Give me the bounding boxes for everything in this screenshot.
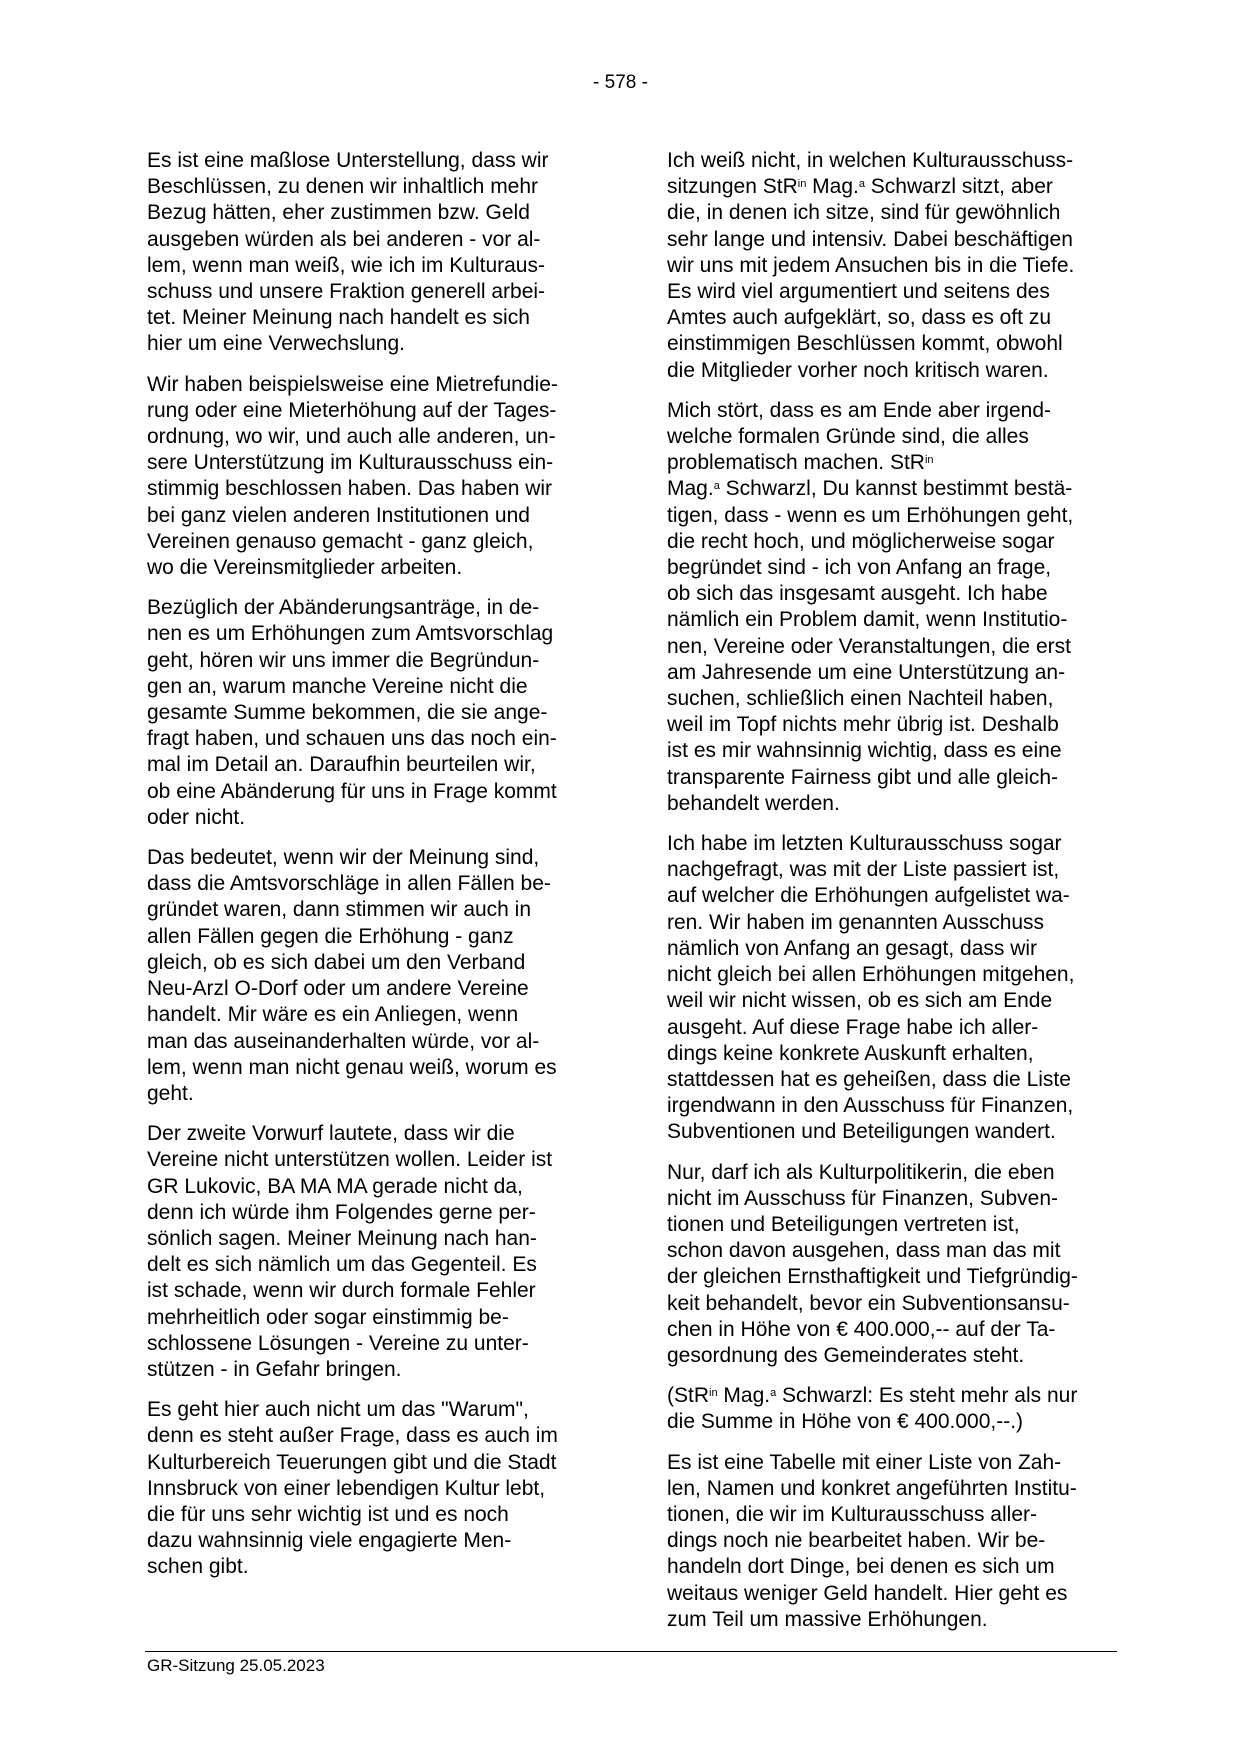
text-run: Mich stört, dass es am Ende aber irgend- welche formalen Gründe sind, die alles problematisch machen. StR [667,398,1052,475]
paragraph: Wir haben beispielsweise eine Mietrefundie- rung oder eine Mieterhöhung auf der Tages- ordnung, wo wir, und auch alle anderen, un- sere Unterstützung im Kulturausschuss ein- stimmig beschlossen haben. Das haben wir bei ganz vielen anderen Institutionen und Vereinen genauso gemacht - ganz gleich, wo die Vereinsmitglieder arbeiten. [147,372,558,580]
paragraph: Es geht hier auch nicht um das "Warum", denn es steht außer Frage, dass es auch im Kulturbereich Teuerungen gibt und die Stadt Innsbruck von einer lebendigen Kultur lebt, die für uns sehr wichtig ist und es noch dazu wahnsinnig viele engagierte Men- schen gibt. [147,1398,558,1579]
left-column [147,148,602,1595]
text-run: (StR [667,1384,709,1408]
superscript: a [858,178,865,191]
text-run: Mag. [806,175,859,199]
interjection-paragraph [667,1383,1122,1435]
paragraph: Es ist eine maßlose Unterstellung, dass wir Beschlüssen, zu denen wir inhaltlich mehr Bezug hätten, eher zustimmen bzw. Geld ausgeben würden als bei anderen - vor al- lem, wenn man weiß, wie ich im Kulturaus- schuss und unsere Fraktion generell arbei- tet. Meiner Meinung nach handelt es sich hier um eine Verwechslung. [147,149,549,356]
footer-divider [145,1651,1117,1652]
page-number: - 578 - [593,72,648,93]
text-run: Schwarzl, Du kannst bestimmt bestä- tigen, dass - wenn es um Erhöhungen geht, die recht hoch, und möglicherweise sogar begründet sind - ich von Anfang an frage, ob sich das insgesamt ausgeht. Ich habe nämlich ein Problem damit, wenn Institutio- nen, Vereine oder Veranstaltungen, die erst am Jahresende um eine Unterstützung an- suchen, schließlich einen Nachteil haben, weil im Topf nichts mehr übrig ist. Deshalb ist es mir wahnsinnig wichtig, dass es eine transparente Fairness gibt und alle gleich- behandelt werden. [667,477,1074,815]
text-run: Mag. [667,477,714,501]
text-run: Schwarzl: Es steht mehr als nur die Summe in Höhe von € 400.000,--.) [667,1384,1078,1434]
paragraph: Es ist eine Tabelle mit einer Liste von Zah- len, Namen und konkret angeführten Institu- tionen, die wir im Kulturausschuss aller- dings noch nie bearbeitet haben. Wir be- handeln dort Dinge, bei denen es sich um weitaus weniger Geld handelt. Hier geht es zum Teil um massive Erhöhungen. [667,1450,1077,1631]
paragraph: Der zweite Vorwurf lautete, dass wir die Vereine nicht unterstützen wollen. Leider ist GR Lukovic, BA MA MA gerade nicht da, denn ich würde ihm Folgendes gerne per- sönlich sagen. Meiner Meinung nach han- delt es sich nämlich um das Gegenteil. Es ist schade, wenn wir durch formale Fehler mehrheitlich oder sogar einstimmig be- schlossene Lösungen - Vereine zu unter- stützen - in Gefahr bringen. [147,1122,553,1381]
paragraph: Ich habe im letzten Kulturausschuss sogar nachgefragt, was mit der Liste passiert ist, auf welcher die Erhöhungen aufgelistet wa- ren. Wir haben im genannten Ausschuss nämlich von Anfang an gesagt, dass wir nicht gleich bei allen Erhöhungen mitgehen, weil wir nicht wissen, ob es sich am Ende ausgeht. Auf diese Frage habe ich aller- dings keine konkrete Auskunft erhalten, stattdessen hat es geheißen, dass die Liste irgendwann in den Ausschuss für Finanzen, Subventionen und Beteiligungen wandert. [667,832,1075,1144]
footer-session-label: GR-Sitzung 25.05.2023 [147,1656,325,1675]
superscript: a [770,1387,777,1400]
text-run: Schwarzl sitzt, aber die, in denen ich sitze, sind für gewöhnlich sehr lange und intensiv. Dabei beschäftigen wir uns mit jedem Ansuchen bis in die Tiefe. Es wird viel argumentiert und seitens des Amtes auch aufgeklärt, so, dass es oft zu einstimmigen Beschlüssen kommt, obwohl die Mitglieder vorher noch kritisch waren. [667,175,1075,382]
paragraph [667,148,1122,384]
text-run: Mag. [717,1384,771,1408]
text-run: Ich weiß nicht, in welchen Kulturausschuss- sitzungen StR [667,149,1074,199]
superscript: in [924,454,934,467]
superscript: a [713,480,720,493]
paragraph: Nur, darf ich als Kulturpolitikerin, die eben nicht im Ausschuss für Finanzen, Subven- tionen und Beteiligungen vertreten ist, schon davon ausgehen, dass man das mit der gleichen Ernsthaftigkeit und Tiefgründig- keit behandelt, bevor ein Subventionsansu- chen in Höhe von € 400.000,-- auf der Ta- gesordnung des Gemeinderates steht. [667,1160,1078,1367]
right-column [667,148,1122,1647]
paragraph: Bezüglich der Abänderungsanträge, in de- nen es um Erhöhungen zum Amtsvorschlag geht, hören wir uns immer die Begründun- gen an, warum manche Vereine nicht die gesamte Summe bekommen, die sie ange- fragt haben, und schauen uns das noch ein- mal im Detail an. Daraufhin beurteilen wir, ob eine Abänderung für uns in Frage kommt oder nicht. [147,596,557,829]
superscript: in [709,1387,718,1400]
paragraph [667,398,1122,817]
superscript: in [797,178,807,191]
paragraph: Das bedeutet, wenn wir der Meinung sind, dass die Amtsvorschläge in allen Fällen be- gründet waren, dann stimmen wir auch in allen Fällen gegen die Erhöhung - ganz gleich, ob es sich dabei um den Verband Neu-Arzl O-Dorf oder um andere Vereine handelt. Mir wäre es ein Anliegen, wenn man das auseinanderhalten würde, vor al- lem, wenn man nicht genau weiß, worum es geht. [147,846,557,1105]
